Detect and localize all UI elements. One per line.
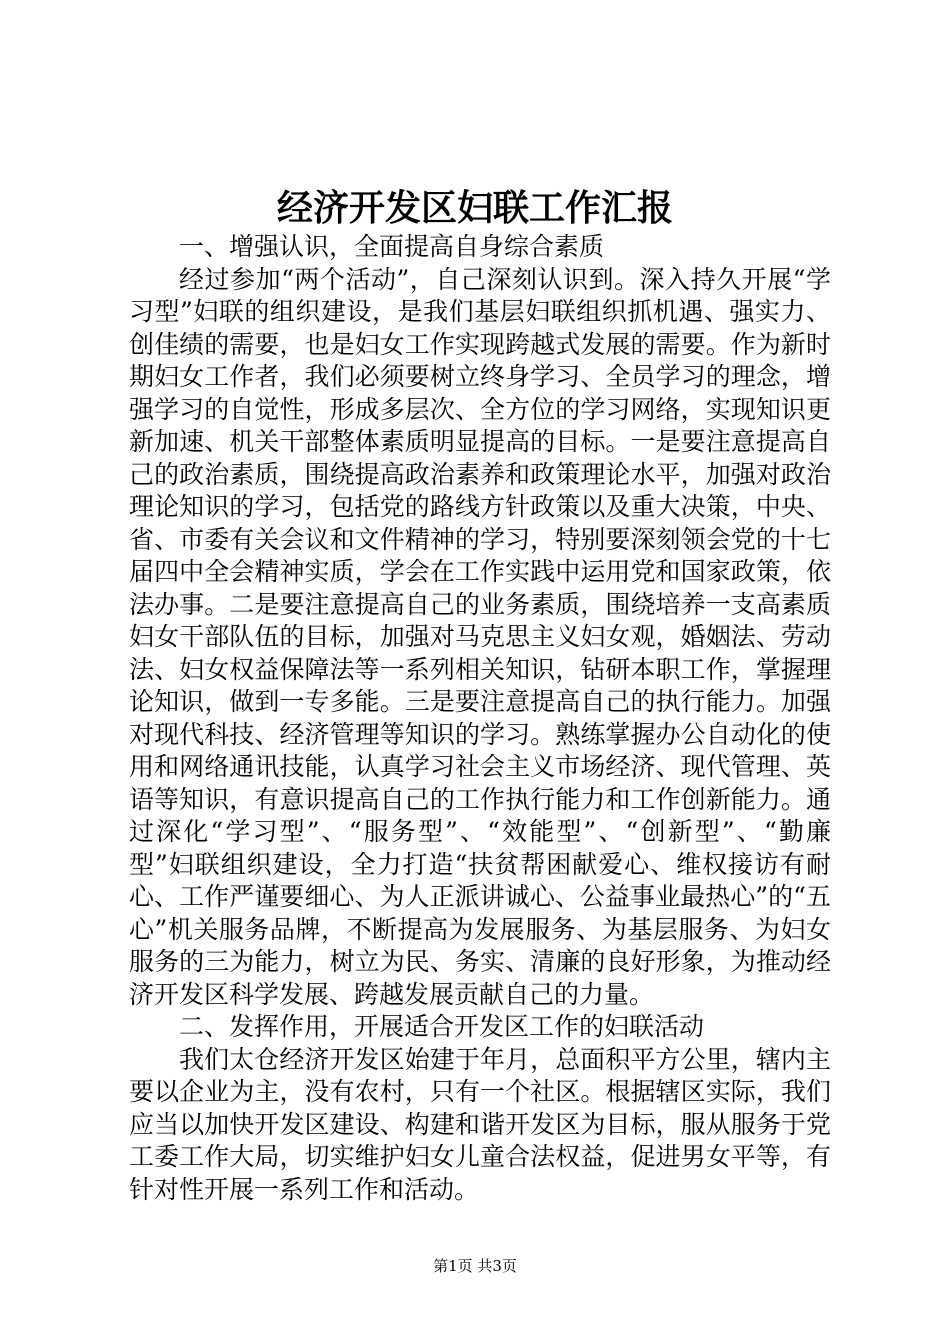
section-heading-1: 一、增强认识，全面提高自身综合素质 — [179, 232, 605, 261]
document-title: 经济开发区妇联工作汇报 — [276, 187, 673, 229]
page-number: 第1页 共3页 — [433, 1257, 517, 1275]
body-paragraph-1: 经过参加“两个活动”，自己深刻认识到。深入持久开展“学习型”妇联的组织建设，是我们基层妇联组织抓机遇、强实力、创佳绩的需要，也是妇女工作实现跨越式发展的需要。作为新时期妇女工作者，我们必须要树立终身学习、全员学习的理念，增强学习的自觉性，形成多层次、全方位的学习网络，实现知识更新加速、机关干部整体素质明显提高的目标。一是要注意提高自己的政治素质，围绕提高政治素养和政策理论水平，加强对政治理论知识的学习，包括党的路线方针政策以及重大决策，中央、省、市委有关会议和文件精神的学习，特别要深刻领会党的十七届四中全会精神实质，学会在工作实践中运用党和国家政策，依法办事。二是要注意提高自己的业务素质，围绕培养一支高素质妇女干部队伍的目标，加强对马克思主义妇女观，婚姻法、劳动法、妇女权益保障法等一系列相关知识，钻研本职工作，掌握理论知识，做到一专多能。三是要注意提高自己的执行能力。加强对现代科技、经济管理等知识的学习。熟练掌握办公自动化的使用和网络通讯技能，认真学习社会主义市场经济、现代管理、英语等知识，有意识提高自己的工作执行能力和工作创新能力。通过深化“学习型”、“服务型”、“效能型”、“创新型”、“勤廉型”妇联组织建设，全力打造“扶贫帮困献爱心、维权接访有耐心、工作严谨要细心、为人正派讲诚心、公益事业最热心”的“五心”机关服务品牌，不断提高为发展服务、为基层服务、为妇女服务的三为能力，树立为民、务实、清廉的良好形象，为推动经济开发区科学发展、跨越发展贡献自己的力量。 — [129, 264, 831, 1009]
section-heading-2: 二、发挥作用，开展适合开发区工作的妇联活动 — [179, 1012, 705, 1041]
document-body — [129, 231, 831, 1206]
body-paragraph-2: 我们太仓经济开发区始建于年月，总面积平方公里，辖内主要以企业为主，没有农村，只有一个社区。根据辖区实际，我们应当以加快开发区建设、构建和谐开发区为目标，服从服务于党工委工作大局，切实维护妇女儿童合法权益，促进男女平等，有针对性开展一系列工作和活动。 — [129, 1044, 831, 1204]
